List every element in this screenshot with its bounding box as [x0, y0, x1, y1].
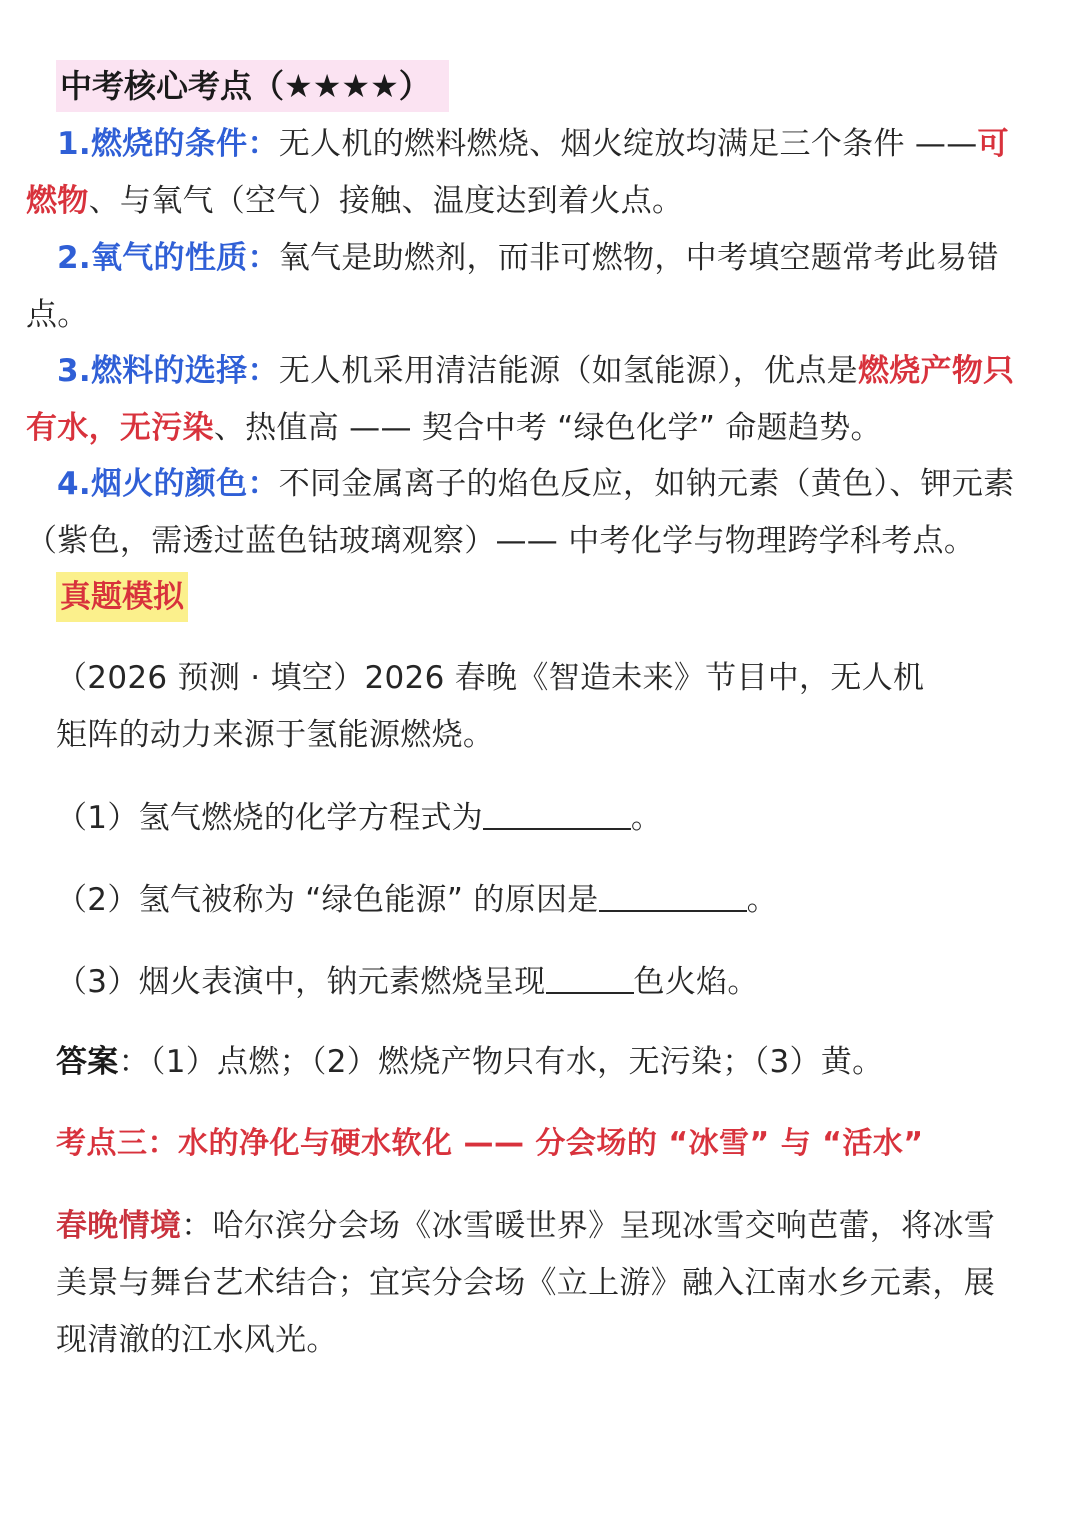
- answer: [56, 1034, 883, 1091]
- topic-3-context: [56, 1198, 1026, 1369]
- practice-stem-line-2: 矩阵的动力来源于氢能源燃烧。: [56, 717, 495, 753]
- core-point-4: [26, 456, 1026, 570]
- core-point-4-text: 不同金属离子的焰色反应，如钠元素（黄色）、钾元素（紫色，需透过蓝色钴玻璃观察）—— 中考化学与物理跨学科考点。: [26, 466, 1015, 559]
- core-point-3-text-a: 无人机采用清洁能源（如氢能源），优点是: [278, 353, 858, 389]
- core-point-2-text: 氧气是助燃剂，而非可燃物，中考填空题常考此易错点。: [26, 240, 999, 333]
- question-1-suffix: 。: [630, 800, 663, 836]
- core-point-1-text-b: 、与氧气（空气）接触、温度达到着火点。: [88, 183, 684, 219]
- answer-text: ：（1）点燃；（2）燃烧产物只有水，无污染；（3）黄。: [118, 1044, 884, 1080]
- core-point-2-head: 2.氧气的性质：: [57, 240, 279, 276]
- core-points-title: 中考核心考点（★★★★）: [56, 60, 449, 112]
- question-2-suffix: 。: [746, 882, 778, 918]
- question-3-blank[interactable]: [546, 958, 634, 994]
- context-text: ：哈尔滨分会场《冰雪暖世界》呈现冰雪交响芭蕾，将冰雪美景与舞台艺术结合；宜宾分会场《立上游》融入江南水乡元素，展现清澈的江水风光。: [56, 1208, 995, 1358]
- core-point-3-head: 3.燃料的选择：: [57, 353, 279, 389]
- answer-label: 答案: [56, 1044, 119, 1080]
- core-point-3: [26, 343, 1026, 457]
- practice-label: 真题模拟: [56, 572, 188, 622]
- question-3-prefix: （3）烟火表演中，钠元素燃烧呈现: [56, 964, 546, 1000]
- core-point-1: [26, 116, 1026, 230]
- core-point-1-red: 可燃物: [26, 126, 1009, 219]
- question-1-prefix: （1）氢气燃烧的化学方程式为: [56, 800, 483, 836]
- question-2-prefix: （2）氢气被称为 “绿色能源” 的原因是: [56, 882, 599, 918]
- question-2: [56, 872, 778, 929]
- question-1-blank[interactable]: [483, 794, 631, 830]
- question-1: [56, 790, 662, 847]
- context-label: 春晚情境: [56, 1208, 182, 1244]
- core-point-1-text-a: 无人机的燃料燃烧、烟火绽放均满足三个条件 ——: [278, 126, 978, 162]
- question-3-suffix: 色火焰。: [633, 964, 759, 1000]
- practice-stem-line-1: （2026 预测 · 填空）2026 春晚《智造未来》节目中，无人机: [56, 660, 925, 696]
- core-point-1-head: 1.燃烧的条件：: [57, 126, 279, 162]
- question-3: [56, 954, 759, 1011]
- question-2-blank[interactable]: [599, 876, 747, 912]
- core-point-3-red: 燃烧产物只有水，无污染: [26, 353, 1015, 446]
- core-point-3-text-b: 、热值高 —— 契合中考 “绿色化学” 命题趋势。: [213, 410, 882, 446]
- topic-3-title: 考点三：水的净化与硬水软化 —— 分会场的 “冰雪” 与 “活水”: [56, 1126, 924, 1161]
- core-point-4-head: 4.烟火的颜色：: [57, 466, 279, 502]
- core-point-2: [26, 230, 1026, 344]
